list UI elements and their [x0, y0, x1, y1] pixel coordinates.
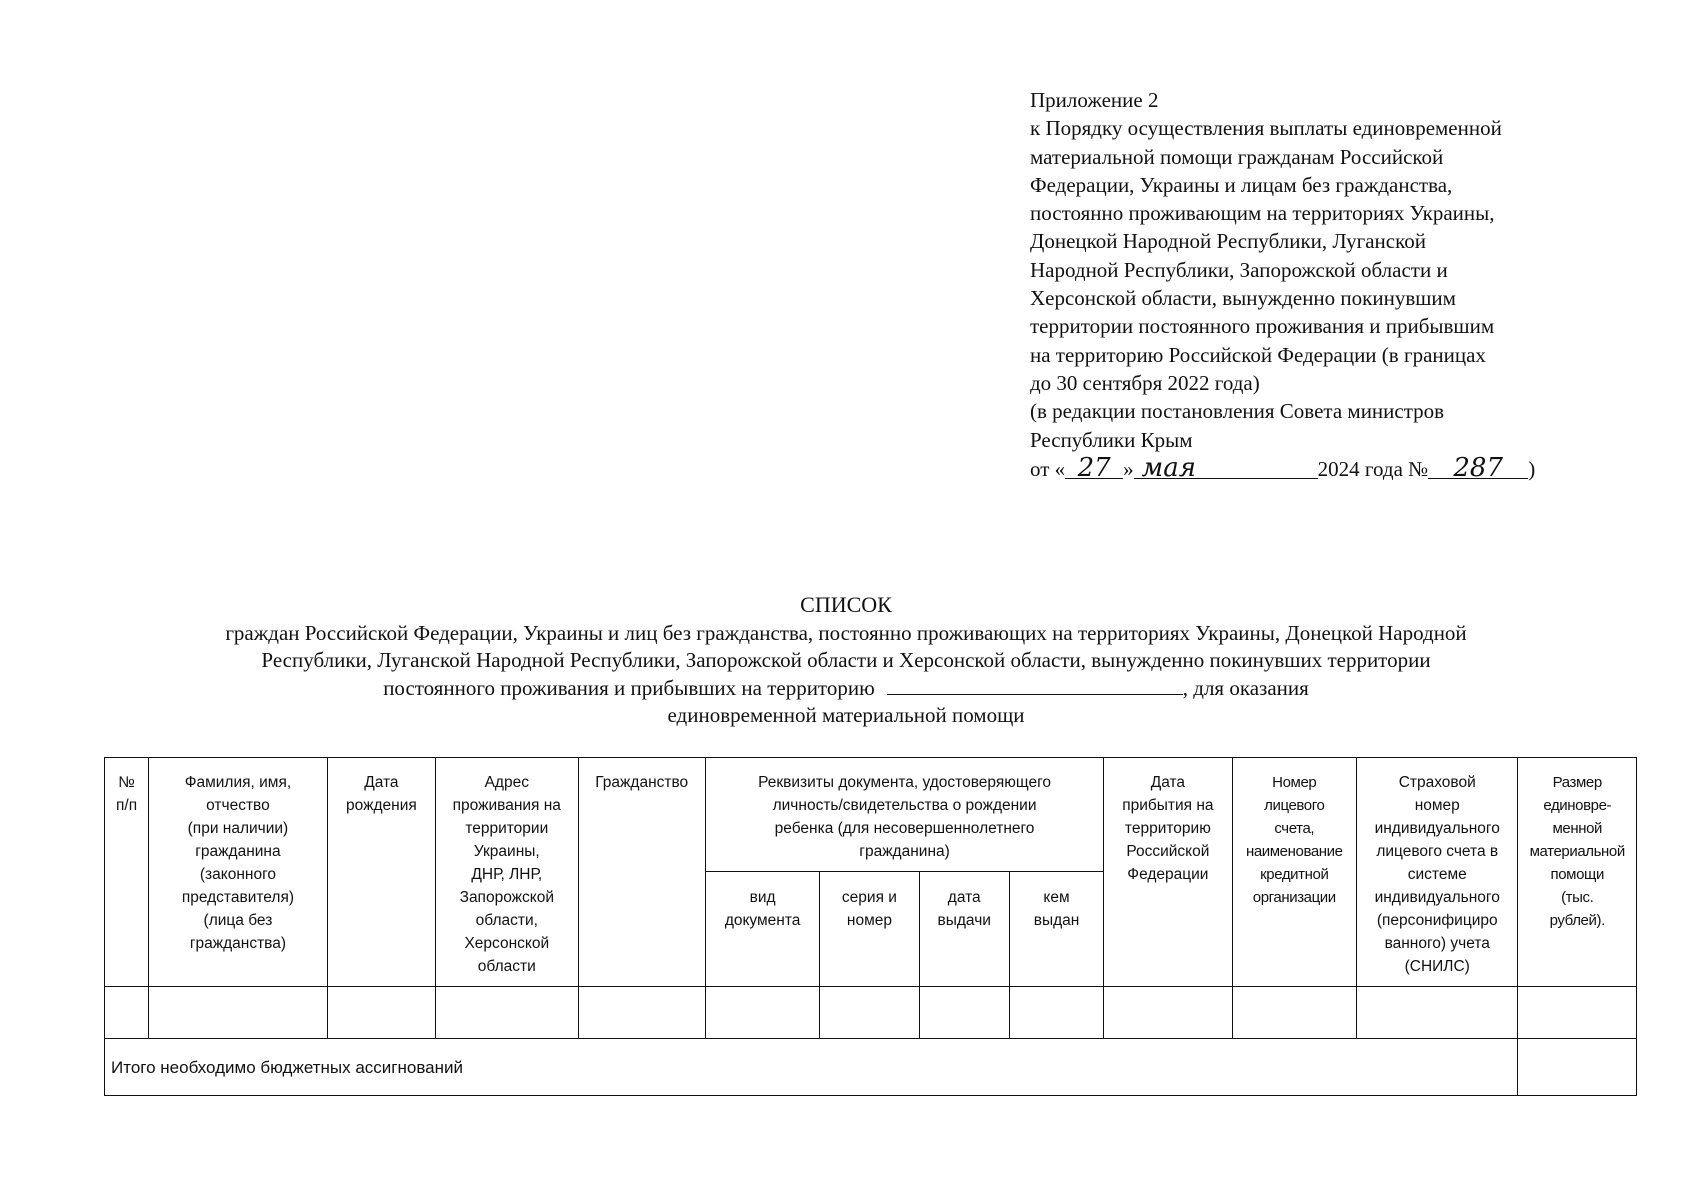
appendix-line: до 30 сентября 2022 года)	[1030, 370, 1260, 395]
title-line-3-start: постоянного проживания и прибывших на территорию	[383, 675, 875, 700]
cell-address[interactable]	[436, 987, 578, 1039]
cell-full-name[interactable]	[149, 987, 328, 1039]
appendix-line: Херсонской области, вынужденно покинувшим	[1030, 286, 1456, 311]
title-line-3	[96, 675, 1596, 703]
handwritten-number: 287	[1428, 458, 1528, 479]
list-heading: СПИСОК	[800, 592, 892, 617]
date-year: 2024 года №	[1317, 456, 1429, 481]
total-row	[105, 1039, 1637, 1096]
cell-snils[interactable]	[1356, 987, 1518, 1039]
header-account-number: Номер лицевого счета, наименование кредитной организации	[1232, 758, 1356, 987]
header-identity-document: Реквизиты документа, удостоверяющего личность/свидетельства о рождении ребенка (для несовершеннолетнего гражданина)	[705, 758, 1103, 872]
territory-blank-field	[887, 676, 1183, 695]
header-number: № п/п	[105, 758, 149, 987]
appendix-line: (в редакции постановления Совета министров	[1030, 399, 1445, 424]
table-row	[105, 987, 1637, 1039]
list-title-block	[96, 591, 1596, 730]
header-citizenship: Гражданство	[578, 758, 705, 987]
header-address: Адрес проживания на территории Украины, ДНР, ЛНР, Запорожской области, Херсонской области	[436, 758, 578, 987]
cell-birth-date[interactable]	[327, 987, 435, 1039]
header-series-number: серия и номер	[820, 872, 919, 987]
date-prefix: от «	[1030, 456, 1066, 481]
title-line-2: Республики, Луганской Народной Республики, Запорожской области и Херсонской области, вынужденно покинувших территории	[261, 648, 1431, 672]
title-line-3-end: , для оказания	[1182, 675, 1309, 700]
cell-series-number[interactable]	[820, 987, 919, 1039]
appendix-line: территории постоянного проживания и прибывшим	[1030, 314, 1495, 339]
total-label: Итого необходимо бюджетных ассигнований	[105, 1039, 1518, 1096]
appendix-line: постоянно проживающим на территориях Украины,	[1030, 201, 1495, 226]
appendix-line: Народной Республики, Запорожской области и	[1030, 257, 1448, 282]
cell-issued-by[interactable]	[1009, 987, 1103, 1039]
appendix-line: к Порядку осуществления выплаты единовременной	[1030, 116, 1502, 141]
header-document-type: вид документа	[705, 872, 819, 987]
appendix-line: Республики Крым	[1030, 427, 1193, 452]
cell-account-number[interactable]	[1232, 987, 1356, 1039]
cell-number[interactable]	[105, 987, 149, 1039]
appendix-line: Приложение 2	[1030, 88, 1159, 112]
cell-arrival-date[interactable]	[1104, 987, 1232, 1039]
title-line-1: граждан Российской Федерации, Украины и лиц без гражданства, постоянно проживающих на территориях Украины, Донецкой Народной	[225, 620, 1467, 645]
date-mid: »	[1123, 456, 1134, 481]
header-aid-amount: Размер единовре- менной материальной помощи (тыс. рублей).	[1518, 758, 1637, 987]
header-birth-date: Дата рождения	[327, 758, 435, 987]
citizens-list-table	[104, 757, 1637, 1096]
cell-document-type[interactable]	[705, 987, 819, 1039]
header-full-name: Фамилия, имя, отчество (при наличии) гражданина (законного представителя) (лица без гражданства)	[149, 758, 328, 987]
resolution-date-line	[1030, 452, 1630, 483]
header-issued-by: кем выдан	[1009, 872, 1103, 987]
appendix-line: Федерации, Украины и лицам без гражданства,	[1030, 172, 1453, 197]
handwritten-month: мая	[1134, 458, 1318, 479]
cell-citizenship[interactable]	[578, 987, 705, 1039]
total-amount-cell[interactable]	[1518, 1039, 1637, 1096]
header-snils: Страховой номер индивидуального лицевого счета в системе индивидуального (персонифициро ванного) учета (СНИЛС)	[1356, 758, 1518, 987]
header-issue-date: дата выдачи	[919, 872, 1009, 987]
appendix-line: на территорию Российской Федерации (в границах	[1030, 342, 1486, 367]
title-line-4: единовременной материальной помощи	[667, 703, 1025, 727]
header-row	[105, 758, 1637, 872]
appendix-header	[1030, 86, 1630, 483]
date-suffix: )	[1528, 456, 1536, 481]
cell-aid-amount[interactable]	[1518, 987, 1637, 1039]
appendix-line: материальной помощи гражданам Российской	[1030, 144, 1444, 169]
handwritten-day: 27	[1065, 458, 1123, 479]
cell-issue-date[interactable]	[919, 987, 1009, 1039]
header-arrival-date: Дата прибытия на территорию Российской Федерации	[1104, 758, 1232, 987]
appendix-line: Донецкой Народной Республики, Луганской	[1030, 229, 1426, 254]
